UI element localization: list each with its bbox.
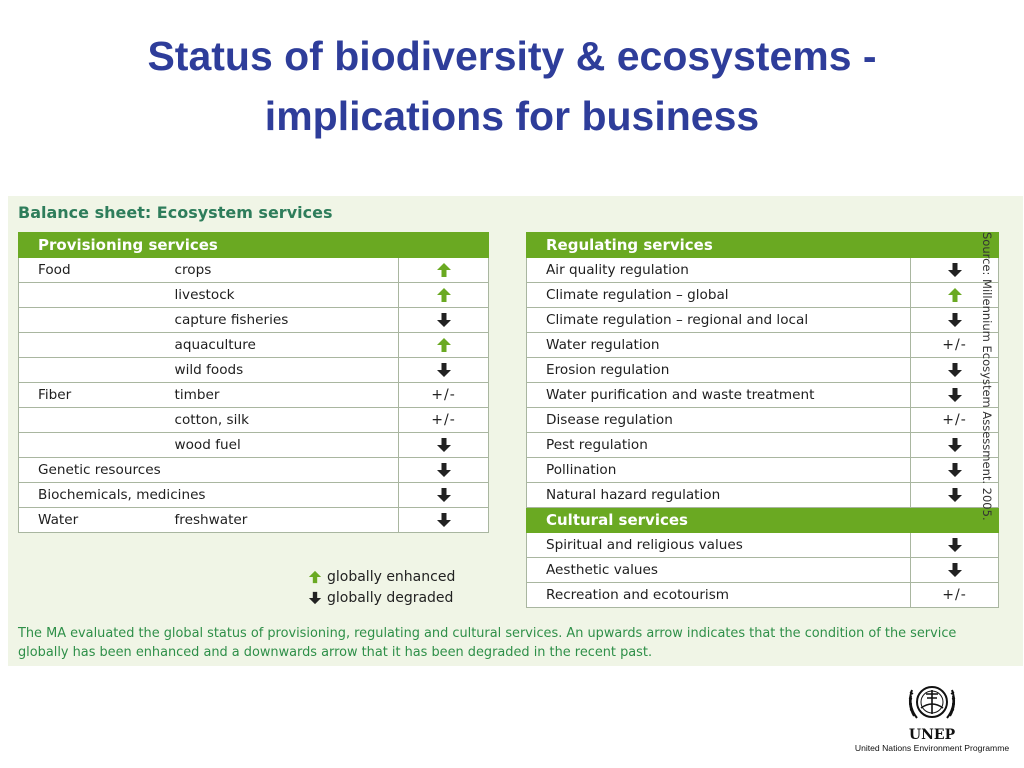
row-status <box>911 533 999 558</box>
row-label: Erosion regulation <box>527 358 911 383</box>
arrow-up-icon <box>946 287 964 303</box>
mixed-status: +/- <box>942 412 967 428</box>
mixed-status: +/- <box>431 412 456 428</box>
regulating-cultural-table <box>526 232 999 608</box>
arrow-down-icon <box>435 462 453 478</box>
cultural-rows <box>527 533 999 608</box>
row-status <box>399 283 489 308</box>
row-label: Natural hazard regulation <box>527 483 911 508</box>
row-label: Climate regulation – global <box>527 283 911 308</box>
row-status <box>399 308 489 333</box>
legend-down <box>308 587 455 608</box>
row-status <box>911 583 999 608</box>
table-row <box>19 283 489 308</box>
row-label: Pollination <box>527 458 911 483</box>
row-status <box>399 383 489 408</box>
row-label: Recreation and ecotourism <box>527 583 911 608</box>
row-item: capture fisheries <box>175 308 399 333</box>
slide-title-line-1: Status of biodiversity & ecosystems - <box>147 33 877 79</box>
row-category: Fiber <box>19 383 175 408</box>
logo-acronym: UNEP <box>908 727 956 743</box>
arrow-down-icon <box>946 262 964 278</box>
row-category <box>19 433 175 458</box>
row-item: livestock <box>175 283 399 308</box>
table-row <box>19 333 489 358</box>
row-category <box>19 408 175 433</box>
table-row <box>19 258 489 283</box>
row-status <box>399 333 489 358</box>
row-item: timber <box>175 383 399 408</box>
table-row <box>19 483 489 508</box>
row-category: Genetic resources <box>19 458 399 483</box>
table-row <box>527 408 999 433</box>
arrow-down-icon <box>435 362 453 378</box>
table-row <box>527 308 999 333</box>
cultural-header: Cultural services <box>527 508 999 533</box>
provisioning-header: Provisioning services <box>19 233 489 258</box>
legend <box>308 566 455 608</box>
legend-down-label: globally degraded <box>327 589 454 606</box>
table-row <box>527 558 999 583</box>
row-label: Disease regulation <box>527 408 911 433</box>
row-label: Pest regulation <box>527 433 911 458</box>
row-label: Air quality regulation <box>527 258 911 283</box>
row-label: Spiritual and religious values <box>527 533 911 558</box>
table-row <box>527 433 999 458</box>
row-label: Water purification and waste treatment <box>527 383 911 408</box>
row-category <box>19 358 175 383</box>
table-row <box>19 358 489 383</box>
table-row <box>527 483 999 508</box>
row-status <box>399 483 489 508</box>
source-note: Source: Millennium Ecosystem Assessment. 2005. <box>980 232 994 521</box>
row-category <box>19 333 175 358</box>
unep-logo <box>846 678 1018 760</box>
row-status <box>399 433 489 458</box>
legend-up-label: globally enhanced <box>327 568 456 585</box>
mixed-status: +/- <box>942 587 967 603</box>
table-row <box>19 433 489 458</box>
panel-title: Balance sheet: Ecosystem services <box>18 203 333 222</box>
row-item: wood fuel <box>175 433 399 458</box>
row-status <box>399 258 489 283</box>
table-row <box>527 458 999 483</box>
table-row <box>19 458 489 483</box>
regulating-rows <box>527 258 999 508</box>
row-status <box>399 508 489 533</box>
table-row <box>527 333 999 358</box>
row-item: cotton, silk <box>175 408 399 433</box>
unep-emblem-icon <box>901 678 963 726</box>
table-row <box>527 583 999 608</box>
arrow-down-icon <box>435 512 453 528</box>
row-category: Water <box>19 508 175 533</box>
row-category: Biochemicals, medicines <box>19 483 399 508</box>
cultural-header-group <box>527 508 999 533</box>
table-row <box>527 533 999 558</box>
table-row <box>19 308 489 333</box>
row-status <box>399 358 489 383</box>
arrow-down-icon <box>946 387 964 403</box>
row-status <box>399 408 489 433</box>
table-row <box>527 258 999 283</box>
arrow-down-icon <box>308 591 322 605</box>
arrow-down-icon <box>946 312 964 328</box>
row-category: Food <box>19 258 175 283</box>
caption: The MA evaluated the global status of provisioning, regulating and cultural services. An upwards arrow indicates that the condition of the service globally has been enhanced and a downwards arrow that it has been degraded in the recent past. <box>18 626 957 660</box>
row-item: freshwater <box>175 508 399 533</box>
provisioning-rows <box>19 258 489 533</box>
row-category <box>19 283 175 308</box>
table-row <box>527 358 999 383</box>
arrow-down-icon <box>946 437 964 453</box>
table-row <box>19 383 489 408</box>
table-row <box>527 283 999 308</box>
arrow-down-icon <box>946 362 964 378</box>
arrow-up-icon <box>435 262 453 278</box>
row-label: Aesthetic values <box>527 558 911 583</box>
row-item: aquaculture <box>175 333 399 358</box>
row-label: Water regulation <box>527 333 911 358</box>
slide-title <box>0 26 1024 146</box>
row-category <box>19 308 175 333</box>
arrow-up-icon <box>308 570 322 584</box>
arrow-down-icon <box>435 487 453 503</box>
arrow-down-icon <box>946 462 964 478</box>
mixed-status: +/- <box>942 337 967 353</box>
row-status <box>399 458 489 483</box>
arrow-up-icon <box>435 337 453 353</box>
arrow-up-icon <box>435 287 453 303</box>
logo-full-name: United Nations Environment Programme <box>854 743 1010 753</box>
regulating-header: Regulating services <box>527 233 999 258</box>
arrow-down-icon <box>946 537 964 553</box>
row-item: crops <box>175 258 399 283</box>
arrow-down-icon <box>946 562 964 578</box>
row-label: Climate regulation – regional and local <box>527 308 911 333</box>
table-row <box>19 408 489 433</box>
table-row <box>19 508 489 533</box>
mixed-status: +/- <box>431 387 456 403</box>
arrow-down-icon <box>946 487 964 503</box>
arrow-down-icon <box>435 312 453 328</box>
arrow-down-icon <box>435 437 453 453</box>
row-status <box>911 558 999 583</box>
balance-sheet-panel <box>8 196 1023 666</box>
row-item: wild foods <box>175 358 399 383</box>
slide-title-line-2: implications for business <box>264 93 760 139</box>
table-row <box>527 383 999 408</box>
provisioning-table <box>18 232 489 533</box>
legend-up <box>308 566 455 587</box>
